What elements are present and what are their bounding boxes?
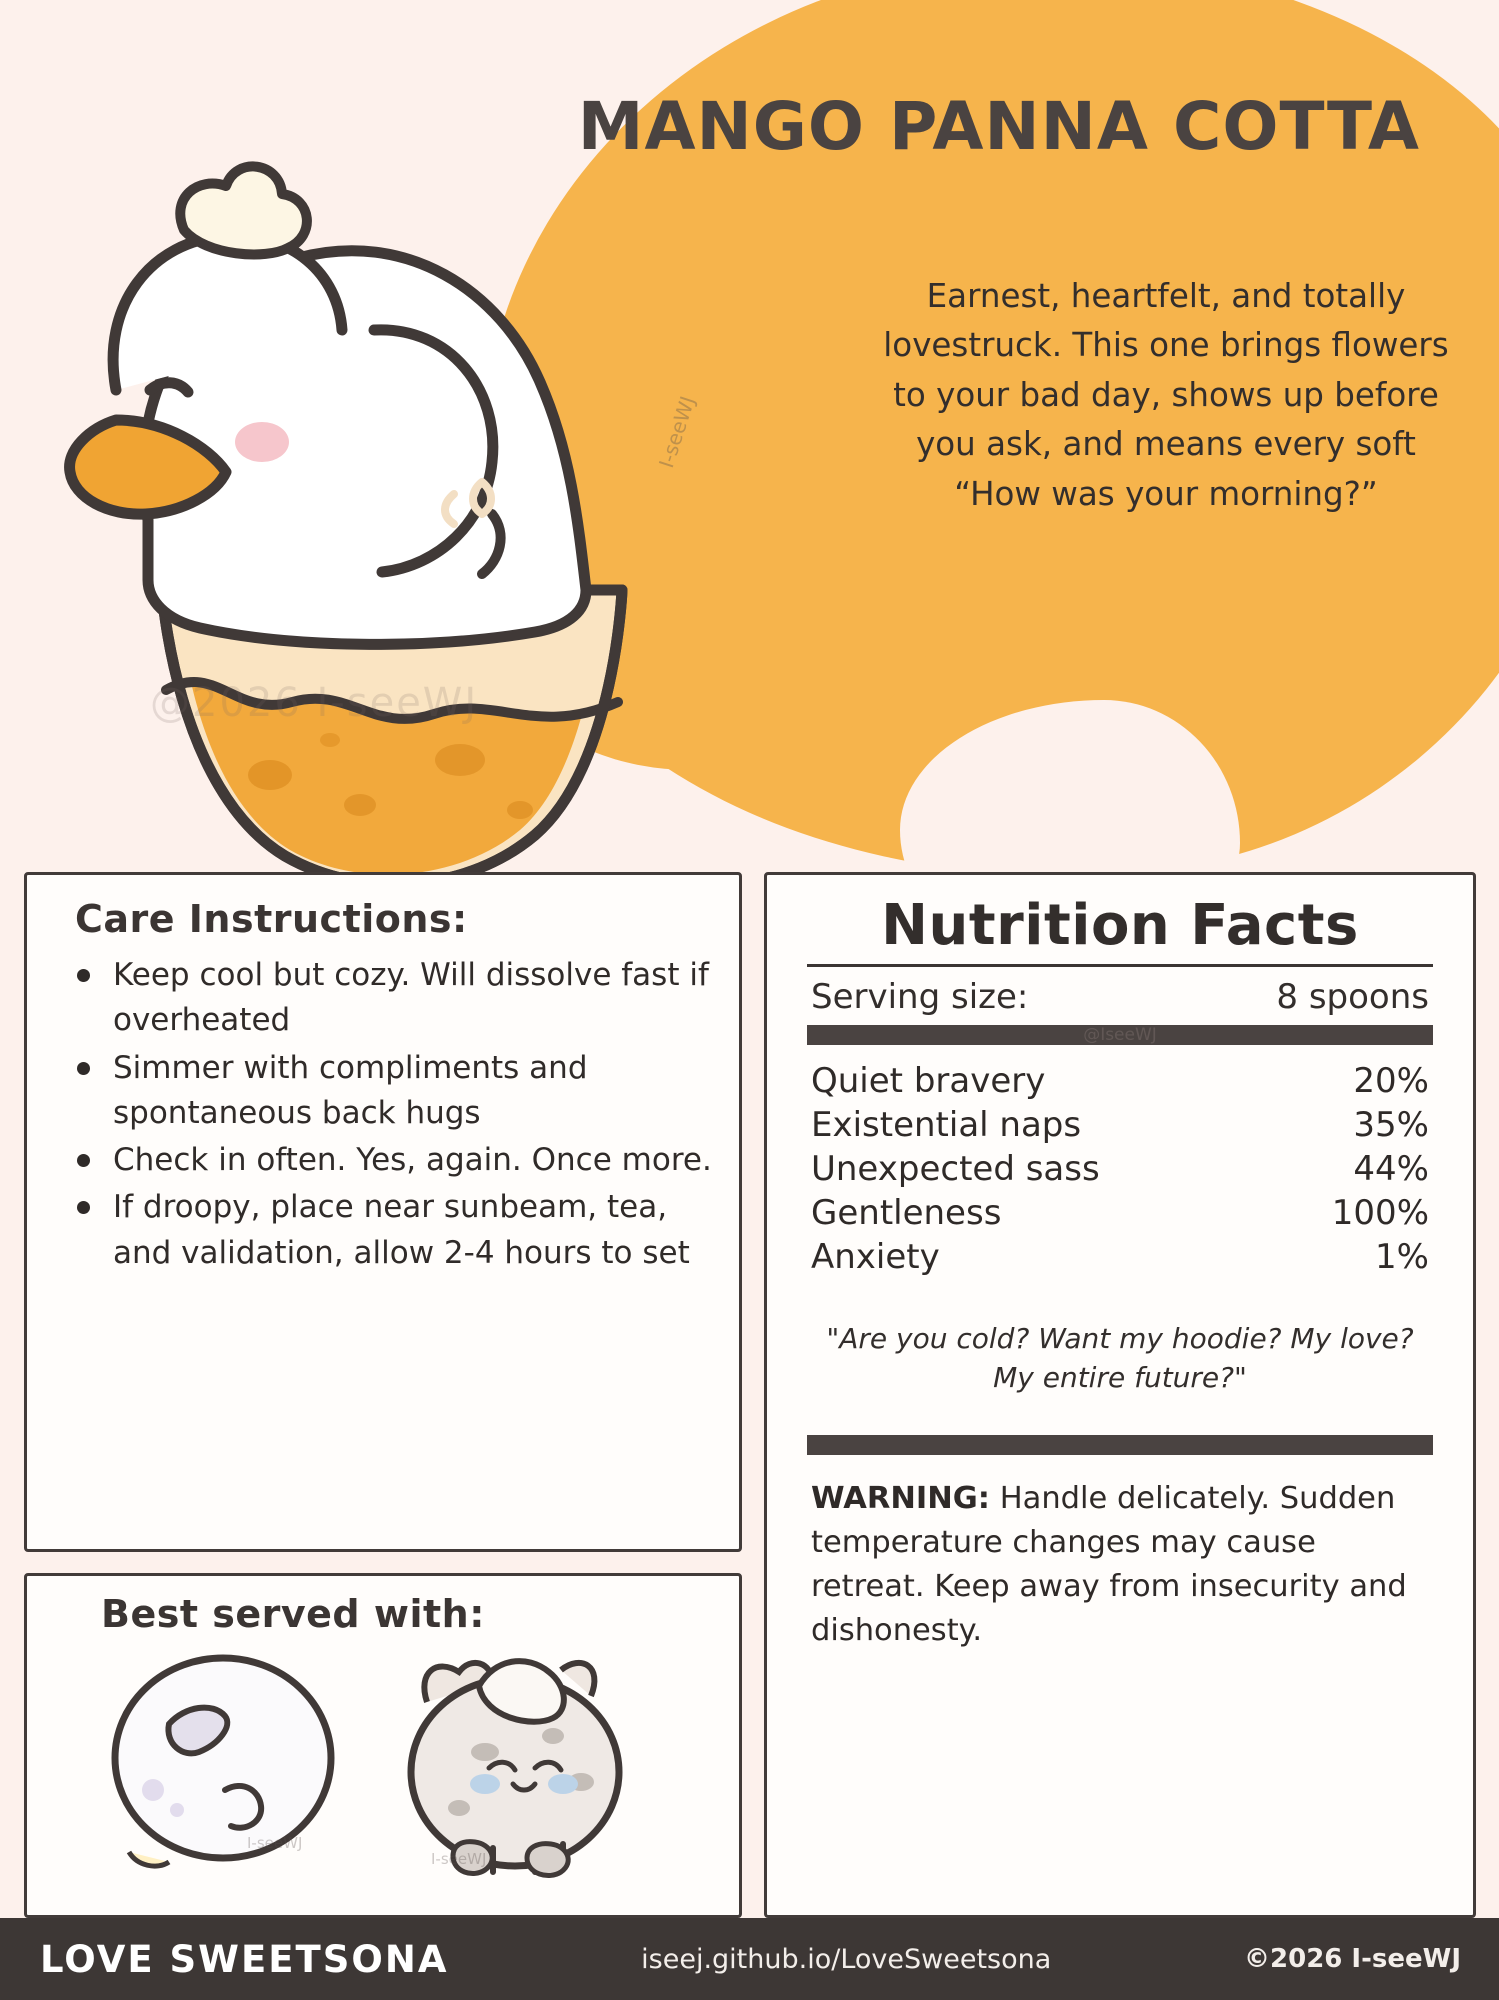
page-title: MANGO PANNA COTTA bbox=[577, 88, 1420, 165]
best-served-with-panel bbox=[24, 1573, 742, 1918]
website-url[interactable]: iseej.github.io/LoveSweetsona bbox=[641, 1943, 1052, 1975]
nutrition-facts-panel bbox=[764, 872, 1476, 1918]
list-item: Keep cool but cozy. Will dissolve fast if overheated bbox=[71, 953, 719, 1044]
list-item: Simmer with compliments and spontaneous back hugs bbox=[71, 1046, 719, 1137]
table-row bbox=[807, 1191, 1433, 1235]
nutrient-label: Existential naps bbox=[811, 1105, 1082, 1145]
best-served-with-illustrations bbox=[27, 1638, 739, 1878]
list-item: If droopy, place near sunbeam, tea, and validation, allow 2-4 hours to set bbox=[71, 1185, 719, 1276]
moon-watermark: I-seeWJ bbox=[247, 1834, 303, 1852]
table-row bbox=[807, 1059, 1433, 1103]
table-row bbox=[807, 1147, 1433, 1191]
mango-panna-cotta-duck-illustration bbox=[30, 90, 750, 890]
care-instructions-list bbox=[71, 953, 719, 1276]
duck-watermark: I-seeWJ bbox=[654, 393, 700, 471]
table-row bbox=[807, 1235, 1433, 1279]
description-text: Earnest, heartfelt, and totally lovestruck. This one brings flowers to your bad day, shows up before you ask, and means every soft “How was your morning?” bbox=[883, 277, 1449, 513]
moon-character-icon bbox=[73, 1640, 373, 1880]
nutrient-label: Unexpected sass bbox=[811, 1149, 1100, 1189]
nutrient-label: Quiet bravery bbox=[811, 1061, 1046, 1101]
nutrient-value: 20% bbox=[1353, 1061, 1429, 1101]
nutrition-rows bbox=[807, 1059, 1433, 1279]
nutrition-watermark: @IseeWJ bbox=[1083, 1025, 1157, 1045]
care-instructions-panel bbox=[24, 872, 742, 1552]
warning-label: WARNING: bbox=[811, 1481, 990, 1517]
cat-character-icon bbox=[367, 1632, 677, 1882]
table-row bbox=[807, 1103, 1433, 1147]
nutrient-label: Gentleness bbox=[811, 1193, 1002, 1233]
main-watermark: @2026 I-seeWJ bbox=[150, 680, 479, 726]
nutrient-label: Anxiety bbox=[811, 1237, 940, 1277]
nutrition-quote: "Are you cold? Want my hoodie? My love? My entire future?" bbox=[826, 1322, 1414, 1395]
nutrient-value: 100% bbox=[1331, 1193, 1429, 1233]
brand-name: LOVE SWEETSONA bbox=[40, 1937, 449, 1981]
care-instructions-heading: Care Instructions: bbox=[75, 897, 468, 941]
nutrient-value: 44% bbox=[1353, 1149, 1429, 1189]
serving-size-row bbox=[807, 977, 1433, 1017]
serving-size-value: 8 spoons bbox=[1276, 977, 1429, 1017]
page-footer bbox=[0, 1918, 1499, 2000]
nutrition-divider-thick-bottom bbox=[807, 1435, 1433, 1455]
warning-text bbox=[811, 1477, 1429, 1653]
nutrient-value: 35% bbox=[1353, 1105, 1429, 1145]
serving-size-label: Serving size: bbox=[811, 977, 1029, 1017]
best-served-with-heading: Best served with: bbox=[101, 1592, 485, 1636]
warning-body: Handle delicately. Sudden temperature changes may cause retreat. Keep away from insecurity and dishonesty. bbox=[811, 1481, 1407, 1649]
nutrition-divider-thin bbox=[807, 964, 1433, 967]
list-item: Check in often. Yes, again. Once more. bbox=[71, 1138, 719, 1183]
cat-watermark: I-seeWJ bbox=[431, 1850, 487, 1868]
nutrition-facts-title: Nutrition Facts bbox=[881, 893, 1359, 958]
nutrition-divider-thick-top bbox=[807, 1025, 1433, 1045]
nutrient-value: 1% bbox=[1375, 1237, 1429, 1277]
copyright-text: ©2026 I-seeWJ bbox=[1244, 1944, 1461, 1974]
